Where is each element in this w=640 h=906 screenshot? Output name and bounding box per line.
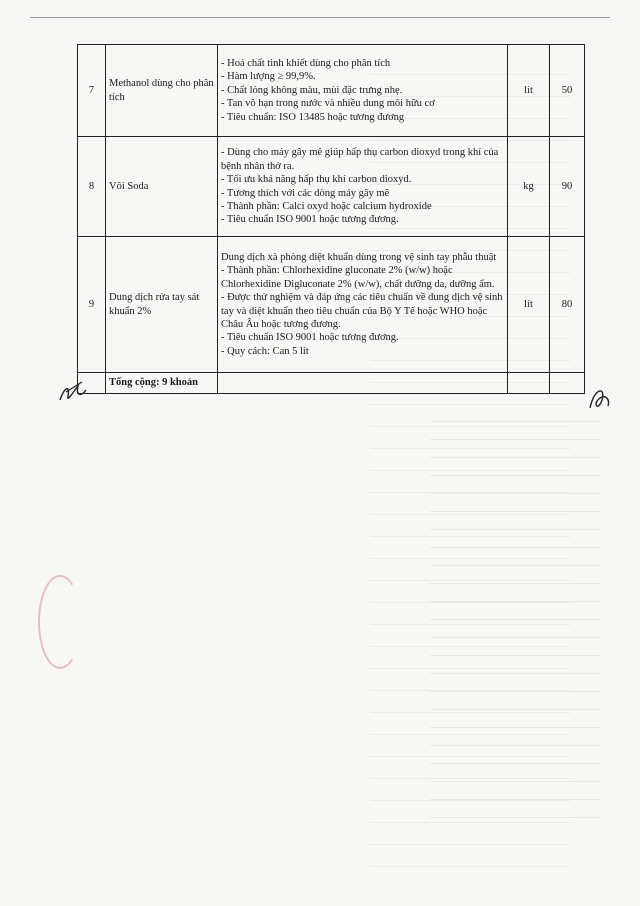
spec-line: - Tương thích với các dòng máy gây mê [221, 187, 390, 199]
item-quantity: 80 [550, 237, 585, 373]
item-unit: kg [508, 137, 550, 237]
total-empty-cell [550, 373, 585, 394]
item-name: Dung dịch rửa tay sát khuẩn 2% [106, 237, 218, 373]
item-unit: lít [508, 45, 550, 137]
spec-line: - Chất lỏng không màu, mùi đặc trưng nhẹ. [221, 84, 403, 96]
spec-line: - Thành phần: Calci oxyd hoặc calcium hydroxide [221, 200, 432, 212]
total-empty-cell [508, 373, 550, 394]
item-spec [218, 137, 508, 237]
item-name: Vôi Soda [106, 137, 218, 237]
spec-line: Dung dịch xà phòng diệt khuẩn dùng trong vệ sinh tay phẫu thuật [221, 251, 497, 263]
row-number: 9 [78, 237, 106, 373]
row-number: 7 [78, 45, 106, 137]
item-spec [218, 45, 508, 137]
item-name: Methanol dùng cho phân tích [106, 45, 218, 137]
spec-line: - Dùng cho máy gây mê giúp hấp thụ carbon dioxyd trong khí của bệnh nhân thở ra. [221, 147, 499, 172]
row-number: 8 [78, 137, 106, 237]
spec-line: - Tiêu chuẩn ISO 9001 hoặc tương đương. [221, 214, 399, 226]
equipment-spec-table [77, 44, 585, 394]
spec-line: - Tan vô hạn trong nước và nhiều dung môi hữu cơ [221, 98, 435, 110]
spec-line: - Tối ưu khả năng hấp thụ khí carbon dioxyd. [221, 174, 412, 186]
item-spec [218, 237, 508, 373]
handwritten-initial-right [584, 384, 614, 414]
total-label: Tổng cộng: 9 khoản [106, 373, 218, 394]
spec-line: - Thành phần: Chlorhexidine gluconate 2% (w/w) hoặc Chlorhexidine Digluconate 2% (w/w), chất dưỡng da, dưỡng ẩm. [221, 265, 495, 290]
table-row [78, 137, 585, 237]
spec-line: - Hàm lượng ≥ 99,9%. [221, 71, 316, 83]
table-row [78, 45, 585, 137]
table-row [78, 237, 585, 373]
spec-line: - Tiêu chuẩn ISO 9001 hoặc tương đương. [221, 332, 399, 344]
total-row [78, 373, 585, 394]
item-quantity: 50 [550, 45, 585, 137]
spec-line: - Được thử nghiệm và đáp ứng các tiêu chuẩn về dung dịch vệ sinh tay và diệt khuẩn theo tiêu chuẩn của Bộ Y Tế hoặc WHO hoặc Châu Âu hoặc tương đương. [221, 292, 503, 330]
handwritten-initial-left [56, 378, 92, 406]
scan-edge-line [30, 17, 610, 18]
faint-stamp [38, 575, 82, 669]
bleed-through-text [430, 410, 600, 830]
spec-line: - Tiêu chuẩn: ISO 13485 hoặc tương đương [221, 111, 405, 123]
item-unit: lít [508, 237, 550, 373]
spec-line: - Hoá chất tinh khiết dùng cho phân tích [221, 57, 391, 69]
item-quantity: 90 [550, 137, 585, 237]
spec-line: - Quy cách: Can 5 lít [221, 345, 309, 357]
total-empty-cell [218, 373, 508, 394]
